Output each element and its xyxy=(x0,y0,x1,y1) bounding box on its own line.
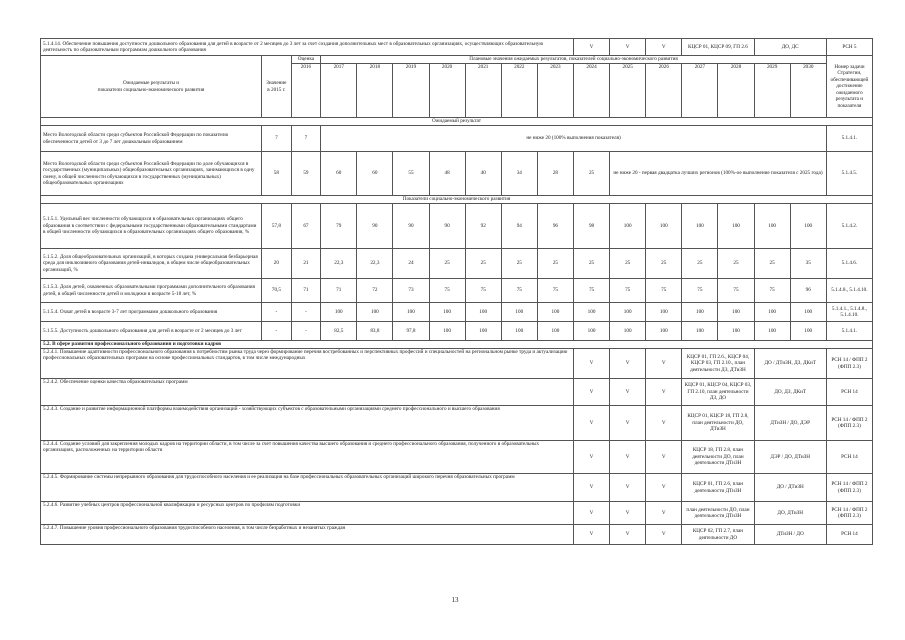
executor-cell: ДО, ДТиЗН xyxy=(754,502,826,525)
value-cell: 92 xyxy=(465,204,501,249)
header-year: 2019 xyxy=(393,64,429,118)
measure-label: 5.2.4.6. Развитие учебных центров профессиональной квалификации и ресурсных центров по профилям подготовки xyxy=(41,502,574,525)
value-cell: 100 xyxy=(754,322,790,341)
value-cell: 90 xyxy=(429,204,465,249)
value-cell: 22,3 xyxy=(321,249,357,279)
task-cell: 5.1.4.8., 5.1.4.10. xyxy=(826,279,872,303)
mark-cell: V xyxy=(646,379,682,406)
value-cell: 67 xyxy=(291,204,321,249)
table-row xyxy=(41,249,873,279)
value-cell: 34 xyxy=(501,152,537,196)
mark-cell: V xyxy=(574,502,610,525)
header-year: 2023 xyxy=(537,64,573,118)
header-year: 2025 xyxy=(610,64,646,118)
value-cell: 72 xyxy=(357,279,393,303)
header-year: 2027 xyxy=(682,64,718,118)
rsn-cell: РСН 5 xyxy=(826,39,872,56)
mark-cell: V xyxy=(574,474,610,502)
value-cell: 58 xyxy=(262,152,292,196)
value-cell: 75 xyxy=(610,279,646,303)
value-cell: 40 xyxy=(465,152,501,196)
section-heading-row xyxy=(41,341,873,349)
mark-cell: V xyxy=(610,502,646,525)
value-cell: 100 xyxy=(501,303,537,322)
rsn-cell: РСН 14 xyxy=(826,441,872,474)
executor-cell: ДО, ДЗ, ДКиТ xyxy=(754,379,826,406)
value-cell: 100 xyxy=(429,322,465,341)
page-number: 13 xyxy=(451,596,459,604)
measure-label: 5.2.4.2. Обеспечение оценки качества образовательных программ xyxy=(41,379,574,406)
row-label: 5.1.5.5. Доступность дошкольного образования для детей в возрасте от 2 месяцев до 3 лет xyxy=(41,322,262,341)
table-row xyxy=(41,39,873,56)
header-year: 2028 xyxy=(718,64,754,118)
executor-cell: ДО / ДТиЗН xyxy=(754,474,826,502)
value-cell: 73 xyxy=(393,279,429,303)
mark-cell: V xyxy=(610,406,646,441)
value-cell: 100 xyxy=(790,322,826,341)
task-cell: 5.1.4.2. xyxy=(826,204,872,249)
value-cell: 75 xyxy=(537,279,573,303)
value-cell: 25 xyxy=(465,249,501,279)
value-cell: 28 xyxy=(537,152,573,196)
value-cell: 100 xyxy=(574,303,610,322)
value-cell: - xyxy=(262,322,292,341)
task-cell: 5.1.4.1. xyxy=(826,126,872,152)
mark-cell: V xyxy=(610,349,646,379)
value-cell: 100 xyxy=(718,303,754,322)
task-cell: 5.1.4.1. xyxy=(826,322,872,341)
value-cell: 7 xyxy=(291,126,321,152)
value-cell: 100 xyxy=(790,303,826,322)
value-cell: 100 xyxy=(682,303,718,322)
mark-cell: V xyxy=(574,406,610,441)
value-cell: 100 xyxy=(357,303,393,322)
value-cell: 24 xyxy=(393,249,429,279)
value-cell: 100 xyxy=(574,322,610,341)
value-cell: 100 xyxy=(646,204,682,249)
table-row xyxy=(41,349,873,379)
header-plan: Плановые значения ожидаемых результатов, показателей социально-экономического развития xyxy=(321,56,827,64)
mark-cell: V xyxy=(574,39,610,56)
rsn-cell: РСН 14 / ФПП 2 (ФПП 2.3) xyxy=(826,406,872,441)
value-cell: 60 xyxy=(357,152,393,196)
mark-cell: V xyxy=(646,441,682,474)
section-heading: Показатели социально-экономического развития xyxy=(41,196,873,204)
table-row xyxy=(41,474,873,502)
task-cell: 5.1.4.5. xyxy=(826,152,872,196)
table-row xyxy=(41,152,873,196)
measure-label: 5.1.4.14. Обеспечение повышения доступности дошкольного образования для детей в возрасте от 2 месяцев до 3 лет за счет создания дополнительных мест в образовательных организациях, осуществляющих образовательную деятельность по образовательным программам дошкольного образования xyxy=(41,39,574,56)
value-cell: 25 xyxy=(610,249,646,279)
value-cell: 75 xyxy=(429,279,465,303)
value-cell: 75 xyxy=(465,279,501,303)
value-cell: 25 xyxy=(429,249,465,279)
value-cell: 98 xyxy=(574,204,610,249)
value-cell: 22,3 xyxy=(357,249,393,279)
table-row xyxy=(41,441,873,474)
header-2015: Значение в 2015 г. xyxy=(262,56,292,118)
value-cell: 96 xyxy=(790,279,826,303)
mark-cell: V xyxy=(646,502,682,525)
mark-cell: V xyxy=(610,474,646,502)
header-row xyxy=(41,56,873,64)
rsn-cell: РСН 14 xyxy=(826,525,872,545)
value-cell: 25 xyxy=(646,249,682,279)
header-year: 2030 xyxy=(790,64,826,118)
executor-cell: ДТиЗН / ДО, ДЭР xyxy=(754,406,826,441)
mark-cell: V xyxy=(610,525,646,545)
value-cell: 100 xyxy=(646,303,682,322)
value-cell: 75 xyxy=(574,279,610,303)
value-cell: 25 xyxy=(501,249,537,279)
mark-cell: V xyxy=(646,406,682,441)
measure-label: 5.2.4.1. Повышение адаптивности профессионального образования к потребностям рынка труда через формирование перечня востребованных и перспективных профессий и специальностей на региональном рынке труда и актуализацию профессиональных образовательных программ на основе профессиональных стандартов, в том числе международных xyxy=(41,349,574,379)
value-cell: 100 xyxy=(465,303,501,322)
row-label: 5.1.5.3. Доля детей, охваченных образовательными программами дополнительного образования детей, в общей численности детей и молодежи в возрасте 5-18 лет, % xyxy=(41,279,262,303)
table-row xyxy=(41,204,873,249)
table-row xyxy=(41,279,873,303)
value-cell: 100 xyxy=(537,303,573,322)
mark-cell: V xyxy=(574,379,610,406)
value-cell: 82,5 xyxy=(321,322,357,341)
section-heading: Ожидаемый результат xyxy=(41,118,873,126)
mark-cell: V xyxy=(610,441,646,474)
note-cell: не ниже 20 (100% выполнения показателя) xyxy=(321,126,827,152)
value-cell: 100 xyxy=(754,303,790,322)
mark-cell: V xyxy=(574,525,610,545)
value-cell: 75 xyxy=(682,279,718,303)
mark-cell: V xyxy=(646,39,682,56)
note-cell: не ниже 20 - первая двадцатка лучших регионов (100%-ое выполнение показателя с 2025 года) xyxy=(610,152,827,196)
value-cell: 100 xyxy=(718,322,754,341)
header-year: 2017 xyxy=(321,64,357,118)
value-cell: 100 xyxy=(646,322,682,341)
value-cell: 25 xyxy=(718,249,754,279)
task-cell: 5.1.4.1., 5.1.4.8., 5.1.4.10. xyxy=(826,303,872,322)
mark-cell: V xyxy=(574,349,610,379)
header-year: 2026 xyxy=(646,64,682,118)
measure-label: 5.2.4.4. Создание условий для закрепления молодых кадров на территории области, в том числе за счет повышения качества высшего образования и среднего профессионального образования, полученного в образовательных организациях, расположенных на территории области xyxy=(41,441,574,474)
value-cell: 100 xyxy=(682,322,718,341)
header-task-number: Номер задачи Стратегии, обеспечивающей достижение ожидаемого результата и показателя xyxy=(826,56,872,118)
value-cell: 100 xyxy=(718,204,754,249)
value-cell: 25 xyxy=(537,249,573,279)
value-cell: 79 xyxy=(321,204,357,249)
section-heading-row xyxy=(41,118,873,126)
kcsr-cell: КЦСР 18, ГП 2.8, план деятельности ДО, план деятельности ДТиЗН xyxy=(682,441,754,474)
value-cell: 96 xyxy=(537,204,573,249)
value-cell: 100 xyxy=(465,322,501,341)
value-cell: 100 xyxy=(501,322,537,341)
value-cell: 70,5 xyxy=(262,279,292,303)
strategy-table xyxy=(40,38,873,545)
value-cell: 71 xyxy=(321,279,357,303)
value-cell: 20 xyxy=(262,249,292,279)
kcsr-cell: КЦСР 01, ГП 2.6, план деятельности ДТиЗН xyxy=(682,474,754,502)
executor-cell: ДО, ДС xyxy=(754,39,826,56)
section-heading: 5.2. В сфере развития профессионального образования и подготовки кадров xyxy=(41,341,873,349)
value-cell: 35 xyxy=(790,249,826,279)
value-cell: 75 xyxy=(754,279,790,303)
table-row xyxy=(41,322,873,341)
kcsr-cell: план деятельности ДО, план деятельности ДТиЗН xyxy=(682,502,754,525)
value-cell: 94 xyxy=(501,204,537,249)
rsn-cell: РСН 14 / ФПП 2 (ФПП 2.3) xyxy=(826,474,872,502)
value-cell: 48 xyxy=(429,152,465,196)
value-cell: 100 xyxy=(610,204,646,249)
value-cell: 100 xyxy=(610,303,646,322)
value-cell: 59 xyxy=(291,152,321,196)
value-cell: 100 xyxy=(682,204,718,249)
rsn-cell: РСН 14 / ФПП 2 (ФПП 2.3) xyxy=(826,502,872,525)
header-year: 2021 xyxy=(465,64,501,118)
executor-cell: ДТиЗН / ДО xyxy=(754,525,826,545)
rsn-cell: РСН 14 xyxy=(826,379,872,406)
kcsr-cell: КЦСР 01, КЦСР 18, ГП 2.8, план деятельности ДО, ДТиЗН xyxy=(682,406,754,441)
value-cell: 83,8 xyxy=(357,322,393,341)
row-label: 5.1.5.4. Охват детей в возрасте 3-7 лет программами дошкольного образования xyxy=(41,303,262,322)
mark-cell: V xyxy=(610,39,646,56)
value-cell: 100 xyxy=(393,303,429,322)
header-year: 2024 xyxy=(574,64,610,118)
kcsr-cell: КЦСР 01, КЦСР 04, КЦСР 03, ГП 2.10, план деятельности ДЗ, ДО xyxy=(682,379,754,406)
value-cell: 25 xyxy=(574,249,610,279)
value-cell: 100 xyxy=(537,322,573,341)
header-estimate: Оценка xyxy=(291,56,321,64)
table-row xyxy=(41,303,873,322)
row-label: 5.1.5.2. Доля общеобразовательных организаций, в которых создана универсальная безбарьерная среда для инклюзивного образования детей-инвалидов, в общем числе общеобразовательных организаций, % xyxy=(41,249,262,279)
value-cell: 55 xyxy=(393,152,429,196)
executor-cell: ДЭР / ДО, ДТиЗН xyxy=(754,441,826,474)
kcsr-cell: КЦСР 01, ГП 2.6., КЦСР 04, КЦСР 03, ГП 2.10., план деятельности ДЗ, ДТиЗН xyxy=(682,349,754,379)
mark-cell: V xyxy=(574,441,610,474)
header-title: Ожидаемые результаты и показатели социально-экономического развития xyxy=(41,56,262,118)
value-cell: 25 xyxy=(754,249,790,279)
mark-cell: V xyxy=(646,474,682,502)
value-cell: 25 xyxy=(682,249,718,279)
value-cell: 90 xyxy=(393,204,429,249)
value-cell: - xyxy=(291,322,321,341)
value-cell: 75 xyxy=(646,279,682,303)
row-label: Место Вологодской области среди субъектов Российской Федерации по доле обучающихся в государственных (муниципальных) общеобразовательных организациях, занимающихся в одну смену, в общей численности обучающихся в государственных (муниципальных) общеобразовательных организациях xyxy=(41,152,262,196)
value-cell: 100 xyxy=(754,204,790,249)
value-cell: 21 xyxy=(291,249,321,279)
value-cell: 100 xyxy=(790,204,826,249)
header-year: 2029 xyxy=(754,64,790,118)
value-cell: 7 xyxy=(262,126,292,152)
mark-cell: V xyxy=(646,525,682,545)
header-year: 2020 xyxy=(429,64,465,118)
header-year: 2018 xyxy=(357,64,393,118)
value-cell: 71 xyxy=(291,279,321,303)
measure-label: 5.2.4.7. Повышение уровня профессионального образования трудоспособного населения, в том числе безработных и незанятых граждан xyxy=(41,525,574,545)
table-row xyxy=(41,406,873,441)
row-label: Место Вологодской области среди субъектов Российской Федерации по показателю обеспеченности детей от 3 до 7 лет дошкольным образованием xyxy=(41,126,262,152)
measure-label: 5.2.4.3. Создание и развитие информационной платформы взаимодействия организаций - хозяйствующих субъектов с образовательными организациями среднего профессионального и высшего образования xyxy=(41,406,574,441)
executor-cell: ДО / ДТиЗН, ДЗ, ДКиТ xyxy=(754,349,826,379)
header-year: 2016 xyxy=(291,64,321,118)
table-row xyxy=(41,502,873,525)
row-label: 5.1.5.1. Удельный вес численности обучающихся в образовательных организациях общего образования в соответствии с федеральными государственными образовательными стандартами в общей численности обучающихся в образовательных организациях общего образования, % xyxy=(41,204,262,249)
header-year: 2022 xyxy=(501,64,537,118)
value-cell: 75 xyxy=(718,279,754,303)
value-cell: 60 xyxy=(321,152,357,196)
measure-label: 5.2.4.5. Формирование системы непрерывного образования для трудоспособного населения и ее реализация на базе профессиональных образовательных организаций широкого перечня образовательных программ xyxy=(41,474,574,502)
task-cell: 5.1.4.6. xyxy=(826,249,872,279)
kcsr-cell: КЦСР 02, ГП 2.7, план деятельности ДО xyxy=(682,525,754,545)
section-heading-row xyxy=(41,196,873,204)
rsn-cell: РСН 14 / ФПП 2 (ФПП 2.3) xyxy=(826,349,872,379)
value-cell: 100 xyxy=(321,303,357,322)
value-cell: 90 xyxy=(357,204,393,249)
value-cell: 75 xyxy=(501,279,537,303)
value-cell: 100 xyxy=(429,303,465,322)
table-row xyxy=(41,126,873,152)
kcsr-cell: КЦСР 01, КЦСР 09, ГП 2.6 xyxy=(682,39,754,56)
value-cell: 25 xyxy=(574,152,610,196)
table-row xyxy=(41,525,873,545)
value-cell: 57,8 xyxy=(262,204,292,249)
value-cell: - xyxy=(291,303,321,322)
table-row xyxy=(41,379,873,406)
mark-cell: V xyxy=(610,379,646,406)
value-cell: 100 xyxy=(610,322,646,341)
value-cell: 97,8 xyxy=(393,322,429,341)
value-cell: - xyxy=(262,303,292,322)
mark-cell: V xyxy=(646,349,682,379)
